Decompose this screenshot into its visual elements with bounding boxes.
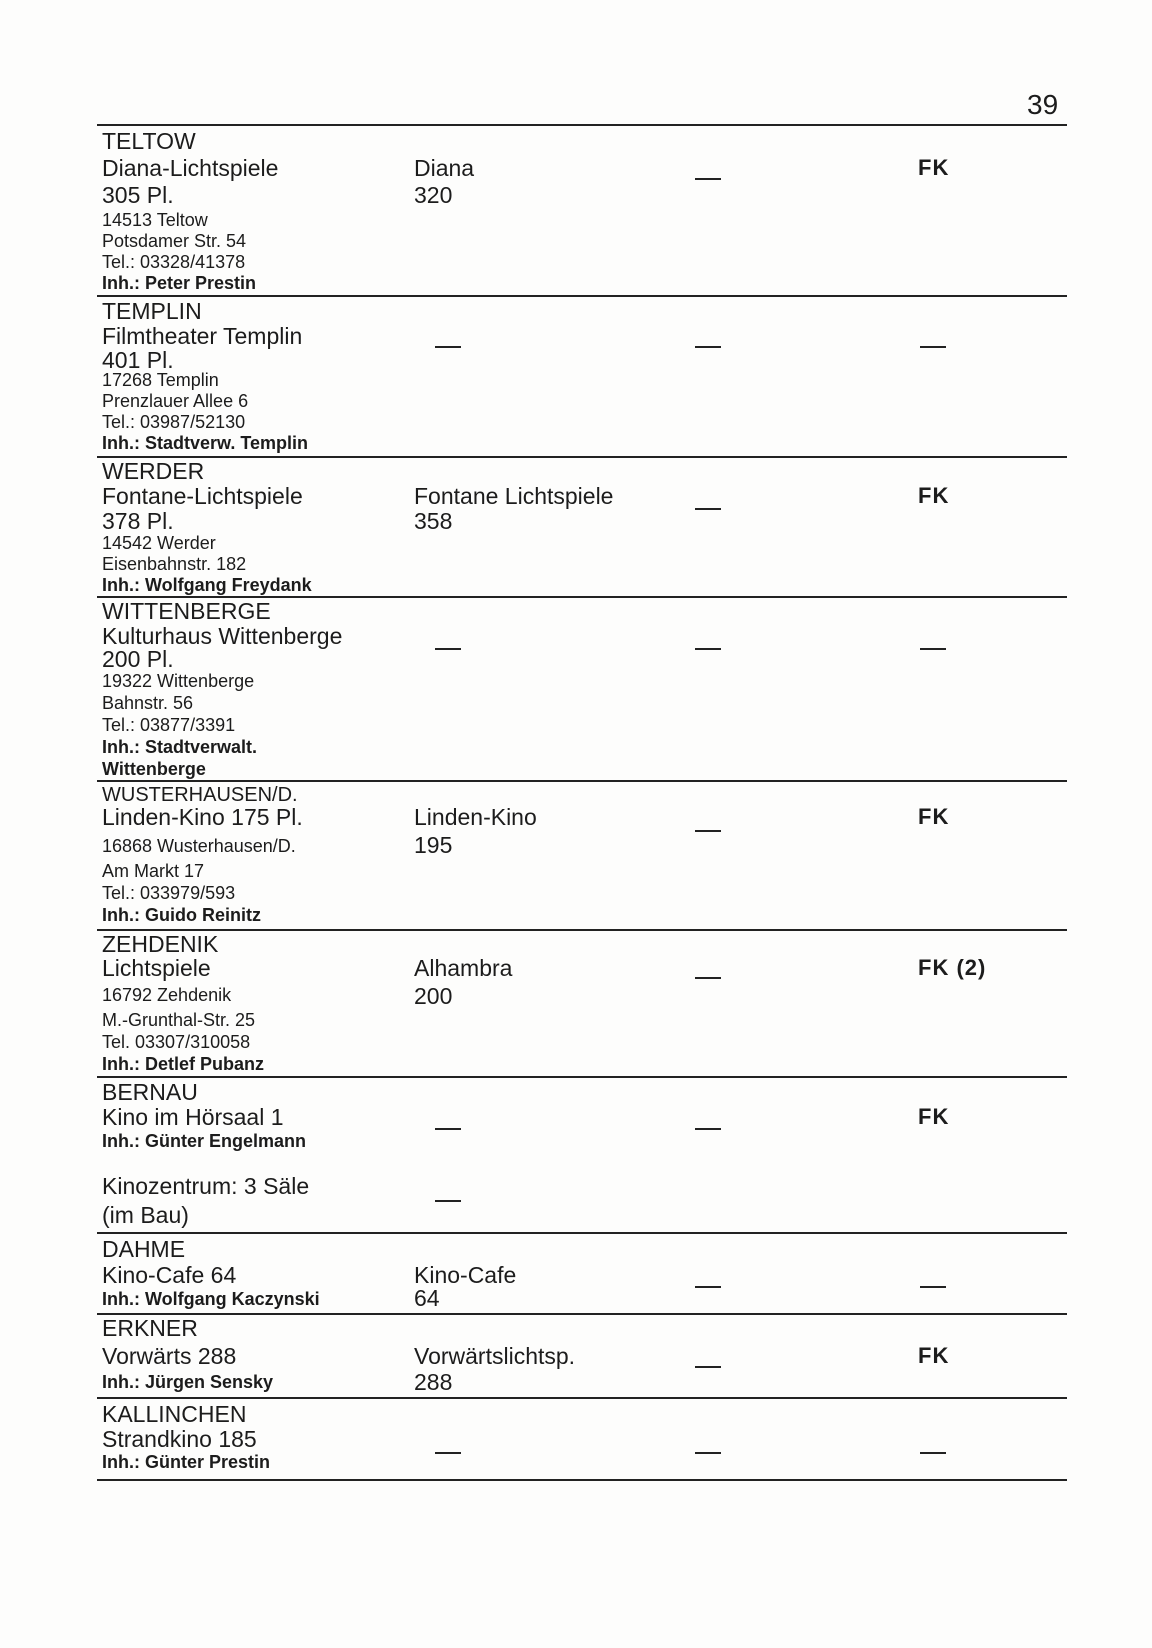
town-name: ERKNER <box>102 1315 198 1341</box>
cinema-name: Kino im Hörsaal 1 <box>102 1104 284 1130</box>
dash-marker <box>920 648 946 650</box>
owner-line: Inh.: Stadtverw. Templin <box>102 433 309 453</box>
dash-marker <box>435 1200 461 1202</box>
address-line: Eisenbahnstr. 182 <box>102 554 247 574</box>
address-line: Prenzlauer Allee 6 <box>102 391 249 411</box>
dash-marker <box>695 1286 721 1288</box>
dash-marker <box>695 346 721 348</box>
alt-name: Diana <box>414 155 475 181</box>
seat-count: 378 Pl. <box>102 508 174 534</box>
cinema-entry-dahme <box>97 1232 1067 1313</box>
owner-line: Inh.: Günter Engelmann <box>102 1131 307 1151</box>
seat-count: 401 Pl. <box>102 347 174 373</box>
address-line: Bahnstr. 56 <box>102 693 194 713</box>
cinema-name: Lichtspiele <box>102 955 211 981</box>
dash-marker <box>695 977 721 979</box>
dash-marker <box>695 508 721 510</box>
cinema-entry-bernau <box>97 1076 1067 1232</box>
cinema-name: Vorwärts 288 <box>102 1343 237 1369</box>
dash-marker <box>920 1286 946 1288</box>
alt-name: Fontane Lichtspiele <box>414 483 614 509</box>
cinema-name: Diana-Lichtspiele <box>102 155 279 181</box>
dash-marker <box>695 1128 721 1130</box>
fk-marker: FK <box>918 483 950 508</box>
phone-line: Tel.: 033979/593 <box>102 883 236 903</box>
owner-line: Inh.: Guido Reinitz <box>102 905 261 925</box>
fk-marker: FK <box>918 1104 950 1129</box>
fk-marker: FK <box>918 155 950 180</box>
cinema-entry-teltow <box>97 124 1067 295</box>
town-name: WUSTERHAUSEN/D. <box>102 784 298 806</box>
dash-marker <box>695 830 721 832</box>
cinema-name: Kulturhaus Wittenberge <box>102 623 343 649</box>
town-name: WERDER <box>102 458 205 484</box>
alt-seats: 320 <box>414 182 453 208</box>
seat-count: 200 Pl. <box>102 646 174 672</box>
dash-marker <box>695 648 721 650</box>
address-line: 16792 Zehdenik <box>102 985 232 1005</box>
dash-marker <box>435 1452 461 1454</box>
page-number: 39 <box>1027 89 1059 120</box>
cinema-entry-erkner <box>97 1313 1067 1397</box>
owner-line: Inh.: Detlef Pubanz <box>102 1054 264 1074</box>
phone-line: Tel. 03307/310058 <box>102 1032 251 1052</box>
cinema-entry-werder <box>97 456 1067 596</box>
alt-name: Kino-Cafe <box>414 1262 517 1288</box>
address-line: 14513 Teltow <box>102 210 208 230</box>
cinema-name: Filmtheater Templin <box>102 323 303 349</box>
alt-name: Alhambra <box>414 955 513 981</box>
dash-marker <box>695 1366 721 1368</box>
dash-marker <box>435 648 461 650</box>
town-name: KALLINCHEN <box>102 1401 247 1427</box>
dash-marker <box>435 1128 461 1130</box>
dash-marker <box>695 178 721 180</box>
address-line: Potsdamer Str. 54 <box>102 231 247 251</box>
extra-info: Kinozentrum: 3 Säle <box>102 1173 310 1199</box>
alt-seats: 288 <box>414 1369 453 1395</box>
owner-line: Wittenberge <box>102 759 206 779</box>
address-line: M.-Grunthal-Str. 25 <box>102 1010 256 1030</box>
cinema-name: Strandkino 185 <box>102 1426 257 1452</box>
cinema-entry-zehdenik <box>97 929 1067 1076</box>
cinema-name: Fontane-Lichtspiele <box>102 483 303 509</box>
town-name: TEMPLIN <box>102 298 202 324</box>
cinema-entry-kallinchen <box>97 1397 1067 1481</box>
address-line: 16868 Wusterhausen/D. <box>102 836 296 856</box>
alt-seats: 358 <box>414 508 453 534</box>
cinema-name: Kino-Cafe 64 <box>102 1262 237 1288</box>
alt-seats: 195 <box>414 832 453 858</box>
fk-marker: FK (2) <box>918 955 987 980</box>
cinema-entry-wusterhausen <box>97 780 1067 929</box>
address-line: 14542 Werder <box>102 533 216 553</box>
dash-marker <box>920 346 946 348</box>
address-line: 19322 Wittenberge <box>102 671 255 691</box>
town-name: TELTOW <box>102 128 196 154</box>
dash-marker <box>435 346 461 348</box>
town-name: DAHME <box>102 1236 186 1262</box>
dash-marker <box>695 1452 721 1454</box>
town-name: WITTENBERGE <box>102 598 271 624</box>
cinema-name: Linden-Kino 175 Pl. <box>102 804 303 830</box>
alt-name: Linden-Kino <box>414 804 537 830</box>
alt-seats: 64 <box>414 1285 440 1311</box>
owner-line: Inh.: Günter Prestin <box>102 1452 271 1472</box>
alt-seats: 200 <box>414 983 453 1009</box>
address-line: Am Markt 17 <box>102 861 205 881</box>
fk-marker: FK <box>918 804 950 829</box>
dash-marker <box>920 1452 946 1454</box>
phone-line: Tel.: 03877/3391 <box>102 715 236 735</box>
seat-count: 305 Pl. <box>102 182 174 208</box>
town-name: ZEHDENIK <box>102 931 219 957</box>
fk-marker: FK <box>918 1343 950 1368</box>
address-line: 17268 Templin <box>102 370 219 390</box>
phone-line: Tel.: 03987/52130 <box>102 412 246 432</box>
owner-line: Inh.: Jürgen Sensky <box>102 1372 274 1392</box>
extra-info: (im Bau) <box>102 1202 189 1228</box>
owner-line: Inh.: Peter Prestin <box>102 273 257 293</box>
owner-line: Inh.: Wolfgang Freydank <box>102 575 312 595</box>
cinema-entry-templin <box>97 295 1067 456</box>
alt-name: Vorwärtslichtsp. <box>414 1343 576 1369</box>
town-name: BERNAU <box>102 1079 198 1105</box>
owner-line: Inh.: Stadtverwalt. <box>102 737 258 757</box>
cinema-entry-wittenberge <box>97 596 1067 780</box>
owner-line: Inh.: Wolfgang Kaczynski <box>102 1289 320 1309</box>
phone-line: Tel.: 03328/41378 <box>102 252 246 272</box>
